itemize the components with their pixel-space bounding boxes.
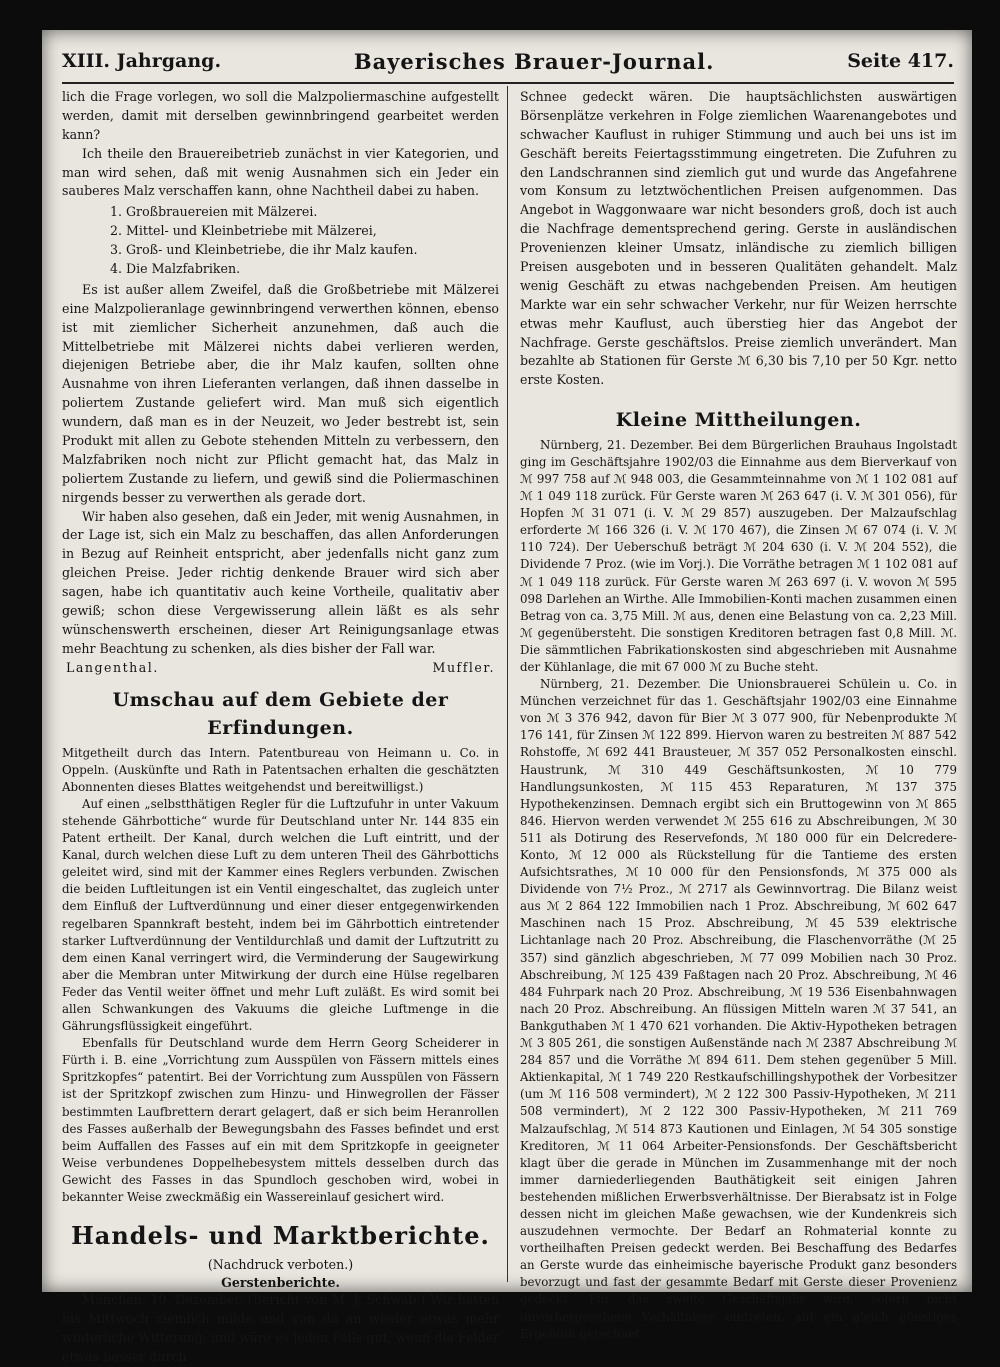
right-column xyxy=(520,88,957,1341)
column-divider xyxy=(507,86,508,1282)
list-item: 1. Großbrauereien mit Mälzerei. xyxy=(126,203,499,222)
paragraph: Nürnberg, 21. Dezember. Die Unionsbrauerei Schülein u. Co. in München verzeichnet für das 1. Geschäftsjahr 1902/03 eine Einnahme von ℳ 3 376 942, davon für Bier ℳ 3 077 900, für Nebenprodukte ℳ 176 141, für Zinsen ℳ 122 899. Hiervon waren zu bestreiten ℳ 887 542 Rohstoffe, ℳ 692 441 Brausteuer, ℳ 357 052 Personalkosten einschl. Haustrunk, ℳ 310 449 Geschäftsunkosten, ℳ 10 779 Handlungsunkosten, ℳ 115 453 Reparaturen, ℳ 137 375 Hypothekenzinsen. Demnach ergibt sich ein Bruttogewinn von ℳ 865 846. Hiervon werden verwendet ℳ 255 616 zu Abschreibungen, ℳ 30 511 als Dotirung des Reservefonds, ℳ 180 000 für ein Delcredere-Konto, ℳ 12 000 als Rückstellung für die Tantieme des ersten Aufsichtsrathes, ℳ 10 000 für den Pensionsfonds, ℳ 375 000 als Dividende von 7½ Proz., ℳ 2717 als Gewinnvortrag. Die Bilanz weist aus ℳ 2 864 122 Immobilien nach 1 Proz. Abschreibung, ℳ 602 647 Maschinen nach 15 Proz. Abschreibung, ℳ 45 539 elektrische Lichtanlage nach 20 Proz. Abschreibung, die Flaschenvorräthe (ℳ 25 357) sind gänzlich abgeschrieben, ℳ 77 099 Mobilien nach 30 Proz. Abschreibung, ℳ 125 439 Faßtagen nach 20 Proz. Abschreibung, ℳ 46 484 Fuhrpark nach 20 Proz. Abschreibung, ℳ 19 536 Eisenbahnwagen nach 20 Proz. Abschreibung. An flüssigen Mitteln waren ℳ 37 541, an Bankguthaben ℳ 1 470 621 vorhanden. Die Aktiv-Hypotheken betragen ℳ 3 805 261, die sonstigen Außenstände nach ℳ 2387 Abschreibung ℳ 284 857 und die Vorräthe ℳ 894 611. Dem stehen gegenüber 5 Mill. Aktienkapital, ℳ 1 749 220 Restkaufschillingshypothek der Vorbesitzer (um ℳ 116 508 vermindert), ℳ 2 122 300 Passiv-Hypotheken, ℳ 211 508 vermindert), ℳ 2 122 300 Passiv-Hypotheken, ℳ 211 769 Malzaufschlag, ℳ 514 873 Kautionen und Einlagen, ℳ 54 305 sonstige Kreditoren, ℳ 11 064 Arbeiter-Pensionsfonds. Der Geschäftsbericht klagt über die gerade in München im Zusammenhange mit der noch immer darniederliegenden Bauthätigkeit seit einigen Jahren bestehenden mißlichen Erwerbsverhältnisse. Der Bierabsatz ist in Folge dessen nicht im gleichen Maße gewachsen, wie der Kundenkreis sich auszudehnen vermochte. Der Bedarf an Rohmaterial konnte zu vortheilhaften Preisen gedeckt werden. Bei Beschaffung des Bedarfes an Gerste wurde das einheimische bayerische Produkt ganz besonders bevorzugt und fast der gesammte Bedarf mit Gerste dieser Provenienz gedeckt. Für das zweite Geschäftsjahr wird, sofern nicht unvorhergesehene Verhältnisse eintreten, auf ein gleich günstiges Ergebniß gerechnet. xyxy=(520,677,957,1341)
left-column xyxy=(62,88,499,1365)
section-heading-handel: Handels- und Marktberichte. xyxy=(71,1221,490,1251)
journal-title: Bayerisches Brauer-Journal. xyxy=(353,48,715,74)
list-item: 4. Die Malzfabriken. xyxy=(126,260,499,279)
paragraph: Nürnberg, 21. Dezember. Bei dem Bürgerlichen Brauhaus Ingolstadt ging im Geschäftsjahre 1902/03 die Einnahme aus dem Bierverkauf von ℳ 997 758 auf ℳ 948 003, die Gesammteinnahme von ℳ 1 102 081 auf ℳ 1 049 118 zurück. Für Gerste waren ℳ 263 647 (i. V. ℳ 301 056), für Hopfen ℳ 31 071 (i. V. ℳ 29 857) auszugeben. Der Malzaufschlag erforderte ℳ 166 326 (i. V. ℳ 170 467), die Zinsen ℳ 67 074 (i. V. ℳ 110 724). Der Ueberschuß beträgt ℳ 204 630 (i. V. ℳ 204 552), die Dividende 7 Proz. (wie im Vorj.). Die Vorräthe betragen ℳ 1 102 081 auf ℳ 1 049 118 zurück. Für Gerste waren ℳ 263 697 (i. V. wovon ℳ 595 098 Darlehen an Wirthe. Alle Immobilien-Konti machen zusammen einen Betrag von ca. 3,75 Mill. ℳ aus, denen eine Belastung von ca. 2,23 Mill. ℳ gegenübersteht. Die sonstigen Kreditoren betragen fast 0,8 Mill. ℳ. Die sämmtlichen Fabrikationskosten sind abgeschrieben mit Ausnahme der Kühlanlage, die mit 67 000 ℳ zu Buche steht. xyxy=(520,437,957,674)
section-heading-kleine: Kleine Mittheilungen. xyxy=(615,409,862,432)
paragraph: Ich theile den Brauereibetrieb zunächst in vier Kategorien, und man wird sehen, daß mit wenig Ausnahmen sich ein Jeder ein sauberes Malz verschaffen kann, ohne Nachtheil dabei zu haben. xyxy=(62,145,499,199)
signature-line xyxy=(66,659,495,678)
subsection-heading: Gerstenberichte. xyxy=(221,1274,340,1290)
list-item: 2. Mittel- und Kleinbetriebe mit Mälzerei, xyxy=(126,222,499,241)
paragraph: Wir haben also gesehen, daß ein Jeder, mit wenig Ausnahmen, in der Lage ist, sich ein Malz zu beschaffen, das allen Anforderungen in Bezug auf Reinheit entspricht, aber jedenfalls nicht ganz zum gleichen Preise. Jeder richtig denkende Brauer wird sich aber sagen, habe ich quantitativ auch keine Vortheile, qualitativ aber gewiß; schon diese Vergewisserung allein läßt es als sehr wünschenswerth erscheinen, dieser Art Reinigungsanlage etwas mehr Beachtung zu schenken, als dies bisher der Fall war. xyxy=(62,508,499,656)
volume-label: XIII. Jahrgang. xyxy=(62,50,222,72)
paragraph: Ebenfalls für Deutschland wurde dem Herrn Georg Scheiderer in Fürth i. B. eine „Vorrichtung zum Ausspülen von Fässern mittels eines Spritzkopfes“ patentirt. Bei der Vorrichtung zum Ausspülen von Fässern ist der Spritzkopf zwischen zum Hinzu- und Hinwegrollen der Fässer bestimmten Laufbrettern derart gelagert, daß er sich beim Heranrollen des Fasses außerhalb der Bewegungsbahn des Fasses befindet und erst beim Auffallen des Fasses auf ein mit dem Spritzkopfe in geeigneter Weise verbundenes Doppelhebesystem mittels desselben durch das Gewicht des Fasses in das Spundloch geschoben wird, wobei in bekannter Weise zweckmäßig ein Wassereinlauf gesichert wird. xyxy=(62,1036,499,1205)
category-list xyxy=(62,203,499,279)
reprint-notice: (Nachdruck verboten.) xyxy=(207,1257,354,1273)
signature-place: Langenthal. xyxy=(66,659,159,675)
paragraph: Schnee gedeckt wären. Die hauptsächlichsten auswärtigen Börsenplätze verkehren in Folge ziemlichen Waarenangebotes und schwacher Kauflust in ruhiger Stimmung und auch bei uns ist im Geschäft bereits Feiertagsstimmung eingetreten. Die Zufuhren zu den Landschrannen sind ziemlich gut und wurde das Angefahrene vom Konsum zu letztwöchentlichen Preisen aufgenommen. Das Angebot in Waggonwaare war nicht besonders groß, doch ist auch die Nachfrage dementsprechend gering. Gerste in ausländischen Provenienzen kleiner Umsatz, inländische zu ziemlich billigen Preisen ausgeboten und in besseren Qualitäten gehandelt. Malz wenig Geschäft zu etwas nachgebenden Preisen. Am heutigen Markte war ein sehr schwacher Verkehr, nur für Weizen herrschte etwas mehr Kauflust, auch überstieg hier das Angebot der Nachfrage. Gerste geschäftslos. Preise ziemlich unverändert. Man bezahlte ab Stationen für Gerste ℳ 6,30 bis 7,10 per 50 Kgr. netto erste Kosten. xyxy=(520,89,957,388)
paragraph: Es ist außer allem Zweifel, daß die Großbetriebe mit Mälzerei eine Malzpolieranlage gewinnbringend verwerthen können, ebenso ist mit ziemlicher Sicherheit anzunehmen, daß auch die Mittelbetriebe mit Mälzerei nichts dabei verlieren werden, diejenigen Betriebe aber, die ihr Malz kaufen, sollten ohne Ausnahme von ihren Lieferanten verlangen, daß ihnen dasselbe in poliertem Zustande geliefert wird. Man muß sich eigentlich wundern, daß man es in der Neuzeit, wo Jeder bestrebt ist, sein Produkt mit allen zu Gebote stehenden Mitteln zu verbessern, den Malzfabriken noch nicht zur Pflicht gemacht hat, das Malz in poliertem Zustande zu liefern, und gewiß sind die Poliermaschinen nirgends besser zu verwerthen als gerade dort. xyxy=(62,281,499,505)
section-heading-umschau: Umschau auf dem Gebiete der Erfindungen. xyxy=(112,688,449,740)
section-intro: Mitgetheilt durch das Intern. Patentbureau von Heimann u. Co. in Oppeln. (Auskünfte und Rath in Patentsachen erhalten die geschätzten Abonnenten dieses Blattes weitgehendst und bereitwilligst.) xyxy=(62,745,499,794)
paragraph: Auf einen „selbstthätigen Regler für die Luftzufuhr in unter Vakuum stehende Gährbottiche“ wurde für Deutschland unter Nr. 144 835 ein Patent ertheilt. Der Kanal, durch welchen die Luft eintritt, und der Kanal, durch welchen diese Luft zu dem unteren Theil des Gährbottichs geleitet wird, sind mit der Kammer eines Reglers verbunden. Zwischen die beiden Luftleitungen ist ein Ventil eingeschaltet, das zugleich unter dem Einfluß der Luftverdünnung und einer dieser entgegenwirkenden regelbaren Spannkraft besteht, indem bei im Gährbottich eintretender starker Luftverdünnung der Ventildurchlaß und damit der Luftzutritt zu dem einen Kanal verringert wird, die Verminderung der Saugewirkung aber die Membran unter Mitwirkung der durch eine Hülse regelbaren Feder das Ventil weiter öffnet und mehr Luft zuläßt. Es wird somit bei allen Schwankungen des Vakuums die gleiche Luftmenge in die Gährungsflüssigkeit eingeführt. xyxy=(62,796,499,1034)
list-item: 3. Groß- und Kleinbetriebe, die ihr Malz kaufen. xyxy=(126,241,499,260)
newspaper-page xyxy=(42,30,972,1365)
paragraph: lich die Frage vorlegen, wo soll die Malzpoliermaschine aufgestellt werden, damit mit derselben gewinnbringend gearbeitet werden kann? xyxy=(62,89,499,142)
paragraph: München, 19. Dezember. (Bericht von M. J. Schwab.) Wir hatten bis Mittwoch ziemlich milde und von da an wieder etwas mehr winterliche Witterung, und wäre es jeden Falls gut, wenn die Felder etwas besser durch xyxy=(62,1292,499,1365)
signature-author: Muffler. xyxy=(432,659,495,675)
page-header xyxy=(62,44,954,78)
page-number: Seite 417. xyxy=(847,50,954,72)
header-rule xyxy=(62,82,954,84)
